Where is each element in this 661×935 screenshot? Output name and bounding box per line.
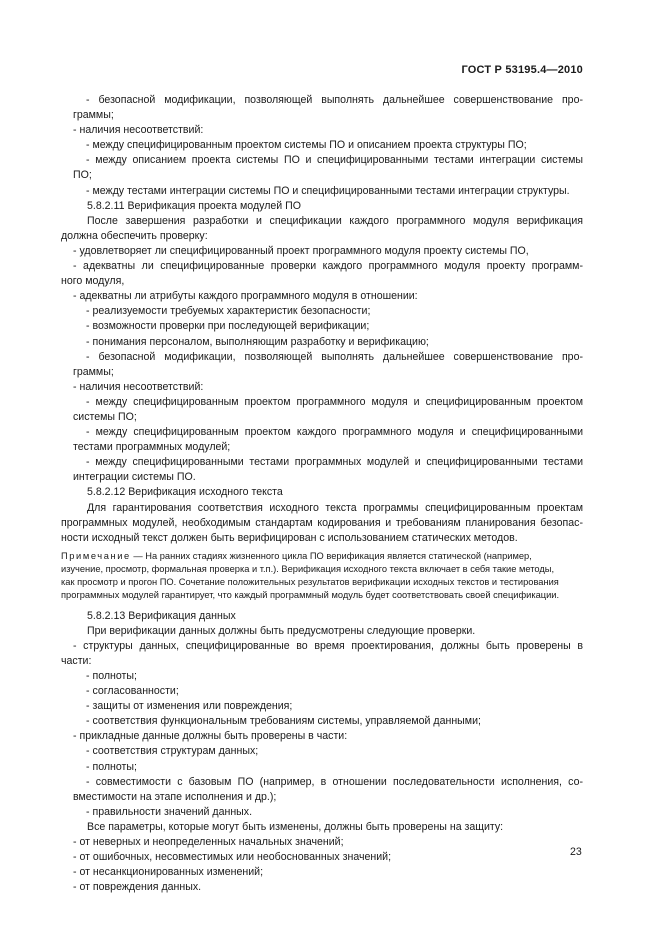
text-line: - возможности проверки при последующей верификации; — [86, 320, 370, 333]
page-number: 23 — [570, 846, 582, 858]
text-line: - согласованности; — [86, 685, 179, 698]
text-line: - соответствия функциональным требованиям системы, управляемой данными; — [86, 715, 481, 728]
text-line: - структуры данных, специфицированные во время проектирования, должны быть проверены в — [73, 639, 583, 652]
text-line: системы ПО; — [73, 410, 137, 423]
note-block — [61, 550, 583, 603]
text-line: - между специфицированным проектом каждого программного модуля и специфицированными — [86, 426, 583, 439]
text-line: - наличия несоответствий: — [73, 380, 204, 393]
text-line: Для гарантирования соответствия исходного текста программы специфицированным проектам — [87, 501, 583, 514]
page-content — [61, 93, 583, 895]
text-line: - правильности значений данных. — [86, 805, 253, 818]
text-line: ности исходный текст должен быть верифицирован с использованием статических методов. — [61, 531, 518, 544]
text-line: - безопасной модификации, позволяющей выполнять дальнейшее совершенствование про- — [86, 94, 583, 106]
text-line: - адекватны ли специфицированные проверки каждого программного модуля проекту программ- — [73, 260, 583, 273]
text-line: - от повреждения данных. — [73, 881, 202, 894]
text-line: ного модуля, — [61, 275, 125, 288]
text-line: - соответствия структурам данных; — [86, 745, 259, 758]
text-line: После завершения разработки и спецификации каждого программного модуля верификация — [87, 214, 583, 227]
text-line: - между специфицированным проектом системы ПО и описанием проекта структуры ПО; — [86, 139, 527, 152]
note-lead: Примечание — [61, 550, 131, 561]
text-block-1 — [61, 93, 583, 546]
text-line: - прикладные данные должны быть проверены в части: — [73, 730, 348, 743]
text-block-2 — [61, 609, 583, 896]
text-line: - защиты от изменения или повреждения; — [86, 700, 293, 713]
text-line: должна обеспечить проверку: — [61, 229, 208, 242]
note-line-0: — На ранних стадиях жизненного цикла ПО верификация является статической (например, — [133, 550, 532, 561]
text-line: - полноты; — [86, 760, 137, 773]
text-line: - полноты; — [86, 670, 137, 682]
note-line-3: программных модулей гарантирует, что каждый программный модуль будет соответствовать своей спецификации. — [61, 590, 560, 601]
text-line: граммы; — [73, 365, 114, 378]
text-line: ПО; — [73, 169, 92, 182]
text-line: - от неверных и неопределенных начальных значений; — [73, 836, 344, 849]
text-line: - между описанием проекта системы ПО и специфицированными тестами интеграции системы — [86, 154, 583, 167]
note-line-1: изучение, просмотр, формальная проверка и т.п.). Верификация исходного текста включает в себя такие методы, — [61, 564, 555, 575]
text-line: 5.8.2.13 Верификация данных — [87, 609, 236, 622]
text-line: части: — [61, 654, 92, 667]
note-line-2: как просмотр и прогон ПО. Сочетание положительных результатов верификации исходных текстов и тестирования — [61, 577, 559, 588]
text-line: При верификации данных должны быть предусмотрены следующие проверки. — [87, 624, 476, 637]
text-line: тестами программных модулей; — [73, 441, 231, 454]
text-line: 5.8.2.12 Верификация исходного текста — [87, 486, 283, 499]
text-line: - наличия несоответствий: — [73, 124, 204, 137]
text-line: интеграции системы ПО. — [73, 471, 196, 484]
document-code: ГОСТ Р 53195.4—2010 — [461, 64, 583, 76]
text-line: - от ошибочных, несовместимых или необоснованных значений; — [73, 851, 392, 864]
text-line: - адекватны ли атрибуты каждого программного модуля в отношении: — [73, 290, 418, 303]
text-line: вместимости на этапе исполнения и др.); — [73, 790, 277, 803]
text-line: - от несанкционированных изменений; — [73, 866, 264, 879]
text-line: - понимания персоналом, выполняющим разработку и верификацию; — [86, 335, 429, 348]
text-line: - удовлетворяет ли специфицированный проект программного модуля проекту системы ПО, — [73, 244, 529, 257]
text-line: программных модулей, необходимым стандартам кодирования и требованиям планирования безопас- — [61, 516, 583, 529]
text-line: Все параметры, которые могут быть изменены, должны быть проверены на защиту: — [87, 820, 504, 833]
text-line: - реализуемости требуемых характеристик безопасности; — [86, 305, 371, 318]
text-line: - совместимости с базовым ПО (например, в отношении последовательности исполнения, со- — [86, 775, 583, 788]
text-line: граммы; — [73, 109, 114, 122]
text-line: - между тестами интеграции системы ПО и специфицированными тестами интеграции структуры. — [86, 184, 570, 197]
text-line: - между специфицированным проектом программного модуля и специфицированным проектом — [86, 395, 583, 408]
text-line: 5.8.2.11 Верификация проекта модулей ПО — [87, 199, 301, 212]
text-line: - между специфицированными тестами программных модулей и специфицированными тестами — [86, 456, 583, 469]
text-line: - безопасной модификации, позволяющей выполнять дальнейшее совершенствование про- — [86, 350, 583, 363]
